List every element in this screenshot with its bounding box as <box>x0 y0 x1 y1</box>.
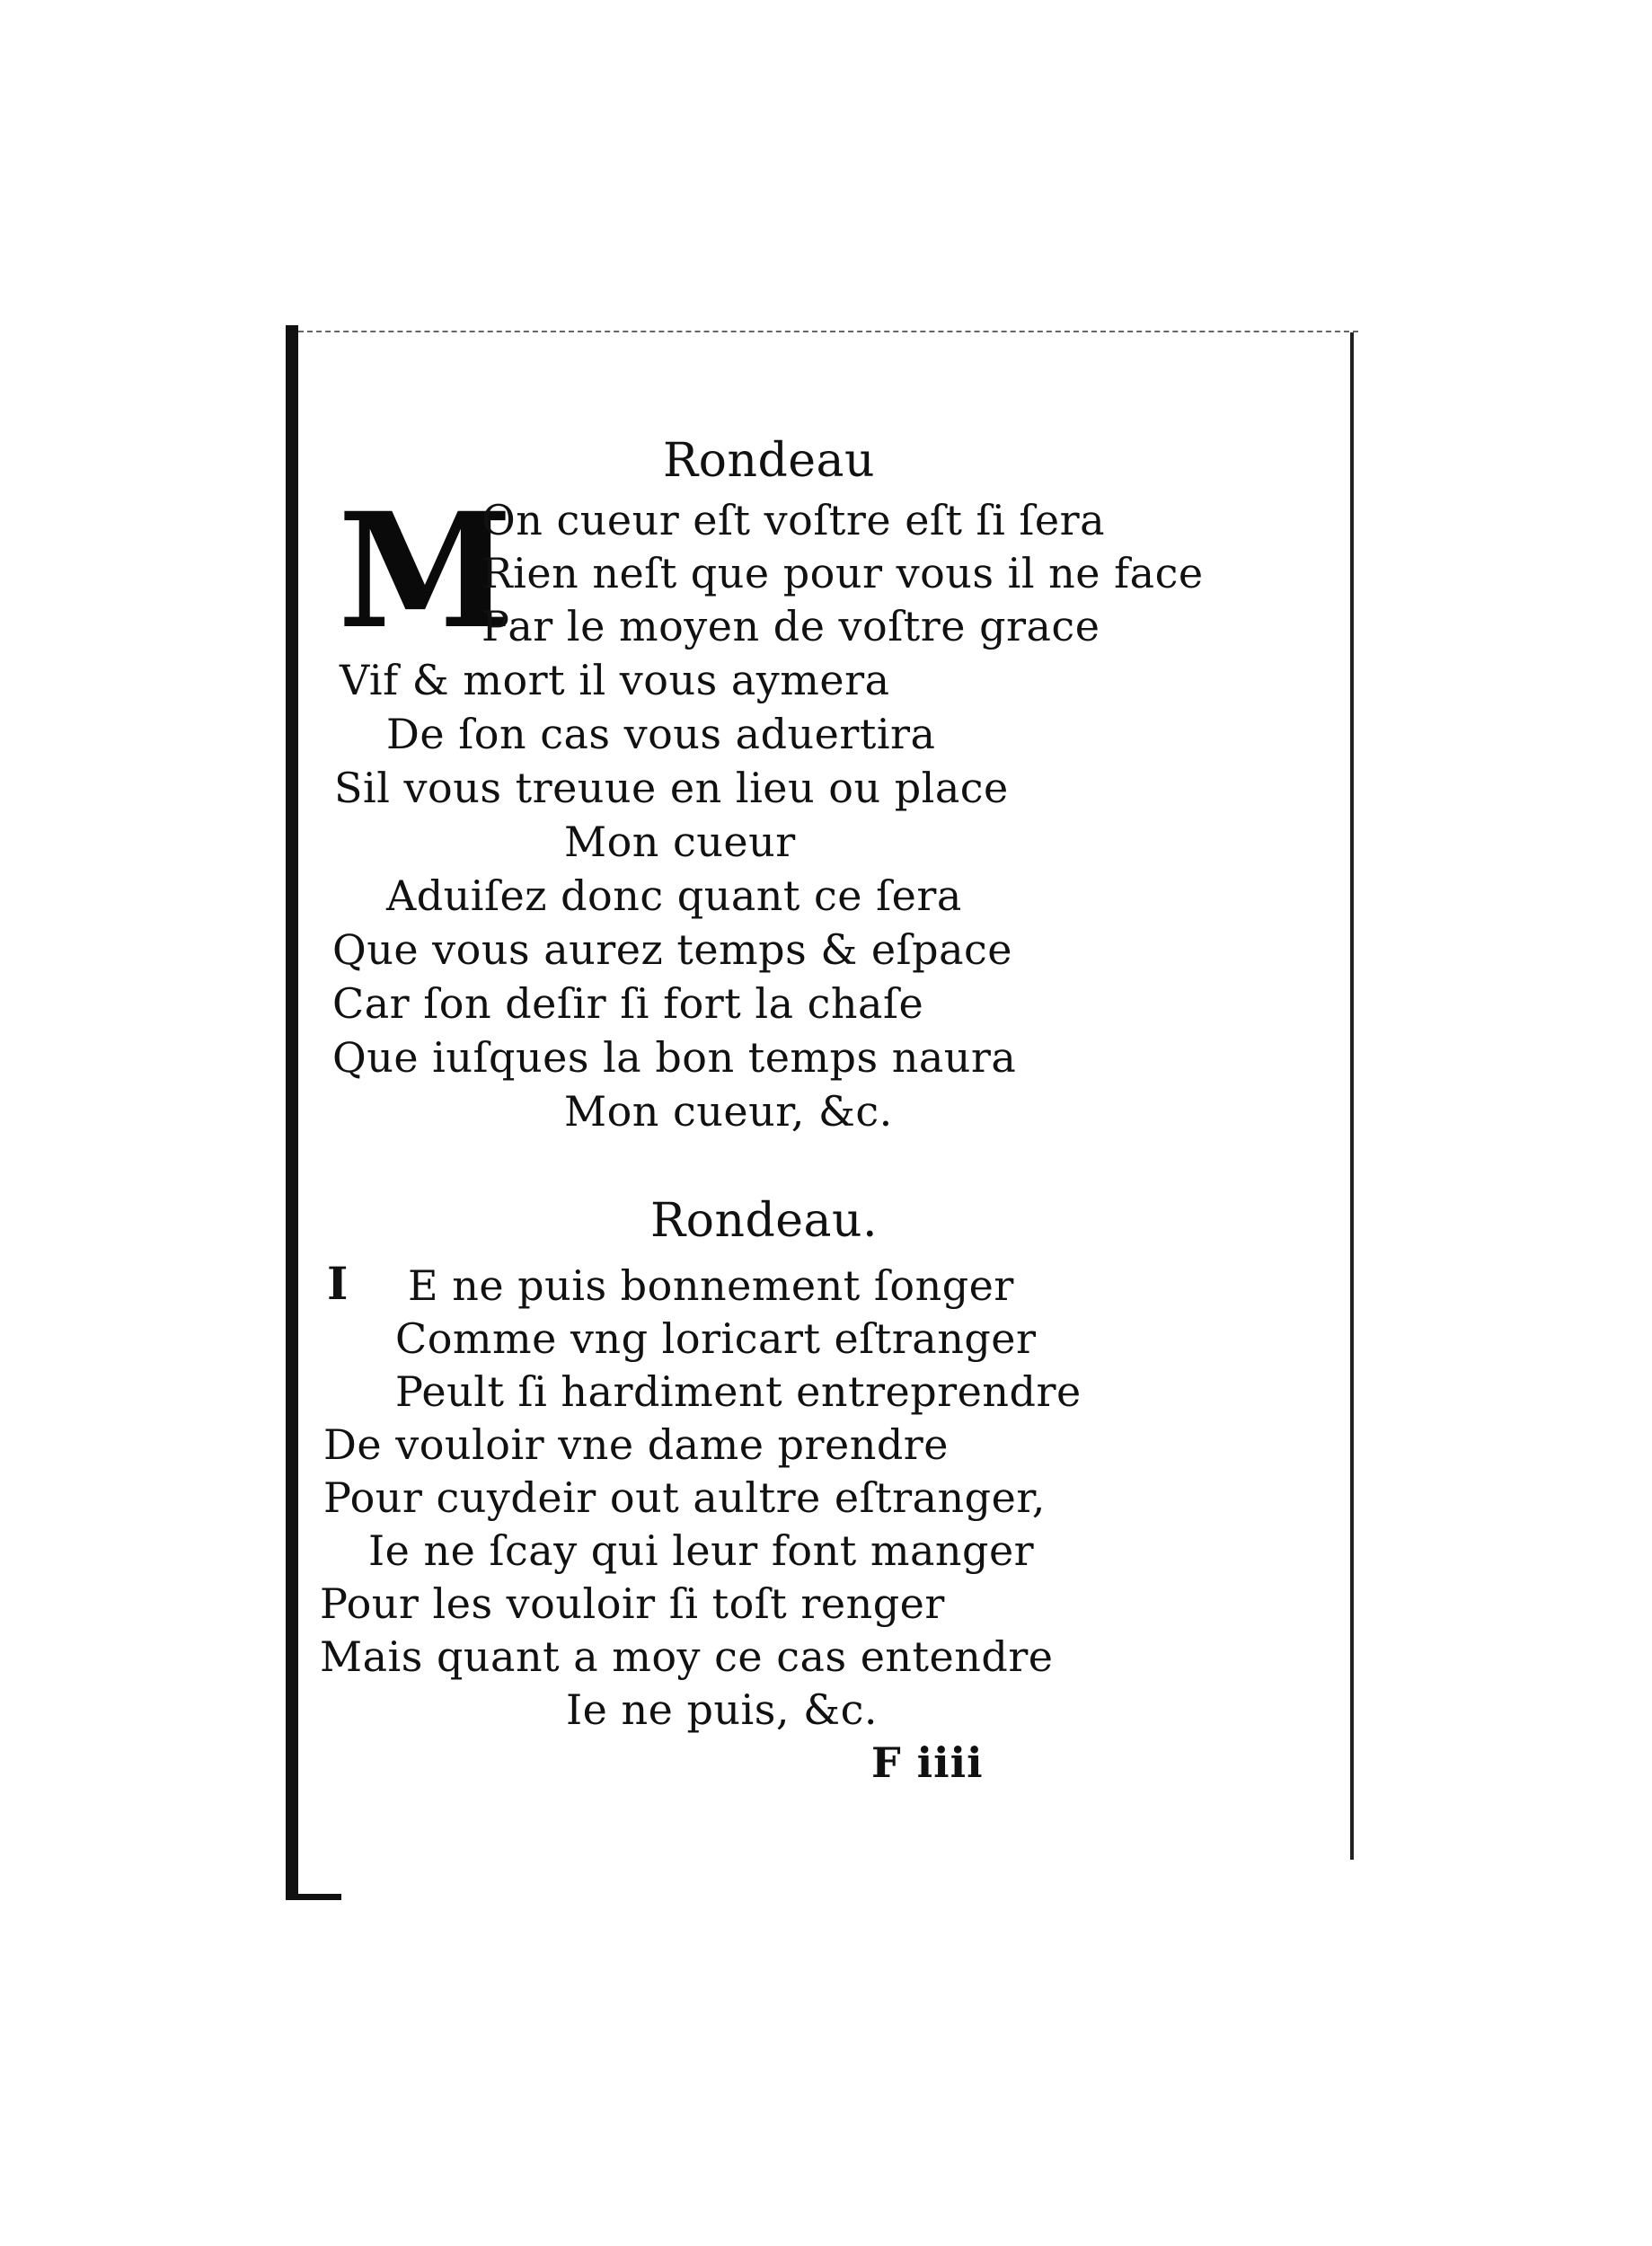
poem2-line-6: Ie ne ſcay qui leur font manger <box>368 1526 1035 1575</box>
poem2-line-5: Pour cuydeir out aultre eſtranger, <box>323 1473 1046 1522</box>
poem1-dropcap: M <box>338 478 513 664</box>
poem1-line-10: Car ſon deſir ſi fort la chaſe <box>332 979 924 1028</box>
signature-mark: F iiii <box>871 1738 984 1787</box>
page-left-border <box>286 325 298 1897</box>
page-right-border <box>1350 332 1354 1860</box>
poem2-line-2: Comme vng loricart eſtranger <box>395 1314 1037 1363</box>
poem1-line-12: Mon cueur, &c. <box>564 1087 893 1136</box>
poem1-line-5: De ſon cas vous aduertira <box>386 710 936 758</box>
poem1-line-2: Rien neſt que pour vous il ne face <box>481 549 1204 597</box>
poem1-line-9: Que vous aurez temps & eſpace <box>332 925 1013 974</box>
poem2-line-8: Mais quant a moy ce cas entendre <box>320 1632 1054 1681</box>
poem1-line-8: Aduiſez donc quant ce ſera <box>386 871 962 920</box>
poem1-line-1: On cueur eſt voſtre eſt ſi ſera <box>481 496 1106 544</box>
poem2-line-1: E ne puis bonnement ſonger <box>408 1261 1014 1310</box>
poem2-heading: Rondeau. <box>650 1194 879 1248</box>
poem1-line-4: Vif & mort il vous aymera <box>340 656 890 704</box>
poem2-initial: I <box>327 1257 349 1310</box>
page-top-border <box>298 331 1358 332</box>
poem1-line-7: Mon cueur <box>564 818 796 866</box>
poem1-line-6: Sil vous treuue en lieu ou place <box>334 764 1009 812</box>
poem2-line-7: Pour les vouloir ſi toſt renger <box>320 1579 945 1628</box>
poem1-line-11: Que iuſques la bon temps naura <box>332 1033 1017 1082</box>
poem2-line-3: Peult ſi hardiment entreprendre <box>395 1367 1082 1416</box>
poem2-line-4: De vouloir vne dame prendre <box>323 1420 949 1469</box>
poem1-line-3: Par le moyen de voſtre grace <box>481 602 1100 650</box>
poem2-line-9: Ie ne puis, &c. <box>566 1685 878 1734</box>
poem1-heading: Rondeau <box>663 434 876 488</box>
page-left-border-foot <box>286 1894 341 1900</box>
